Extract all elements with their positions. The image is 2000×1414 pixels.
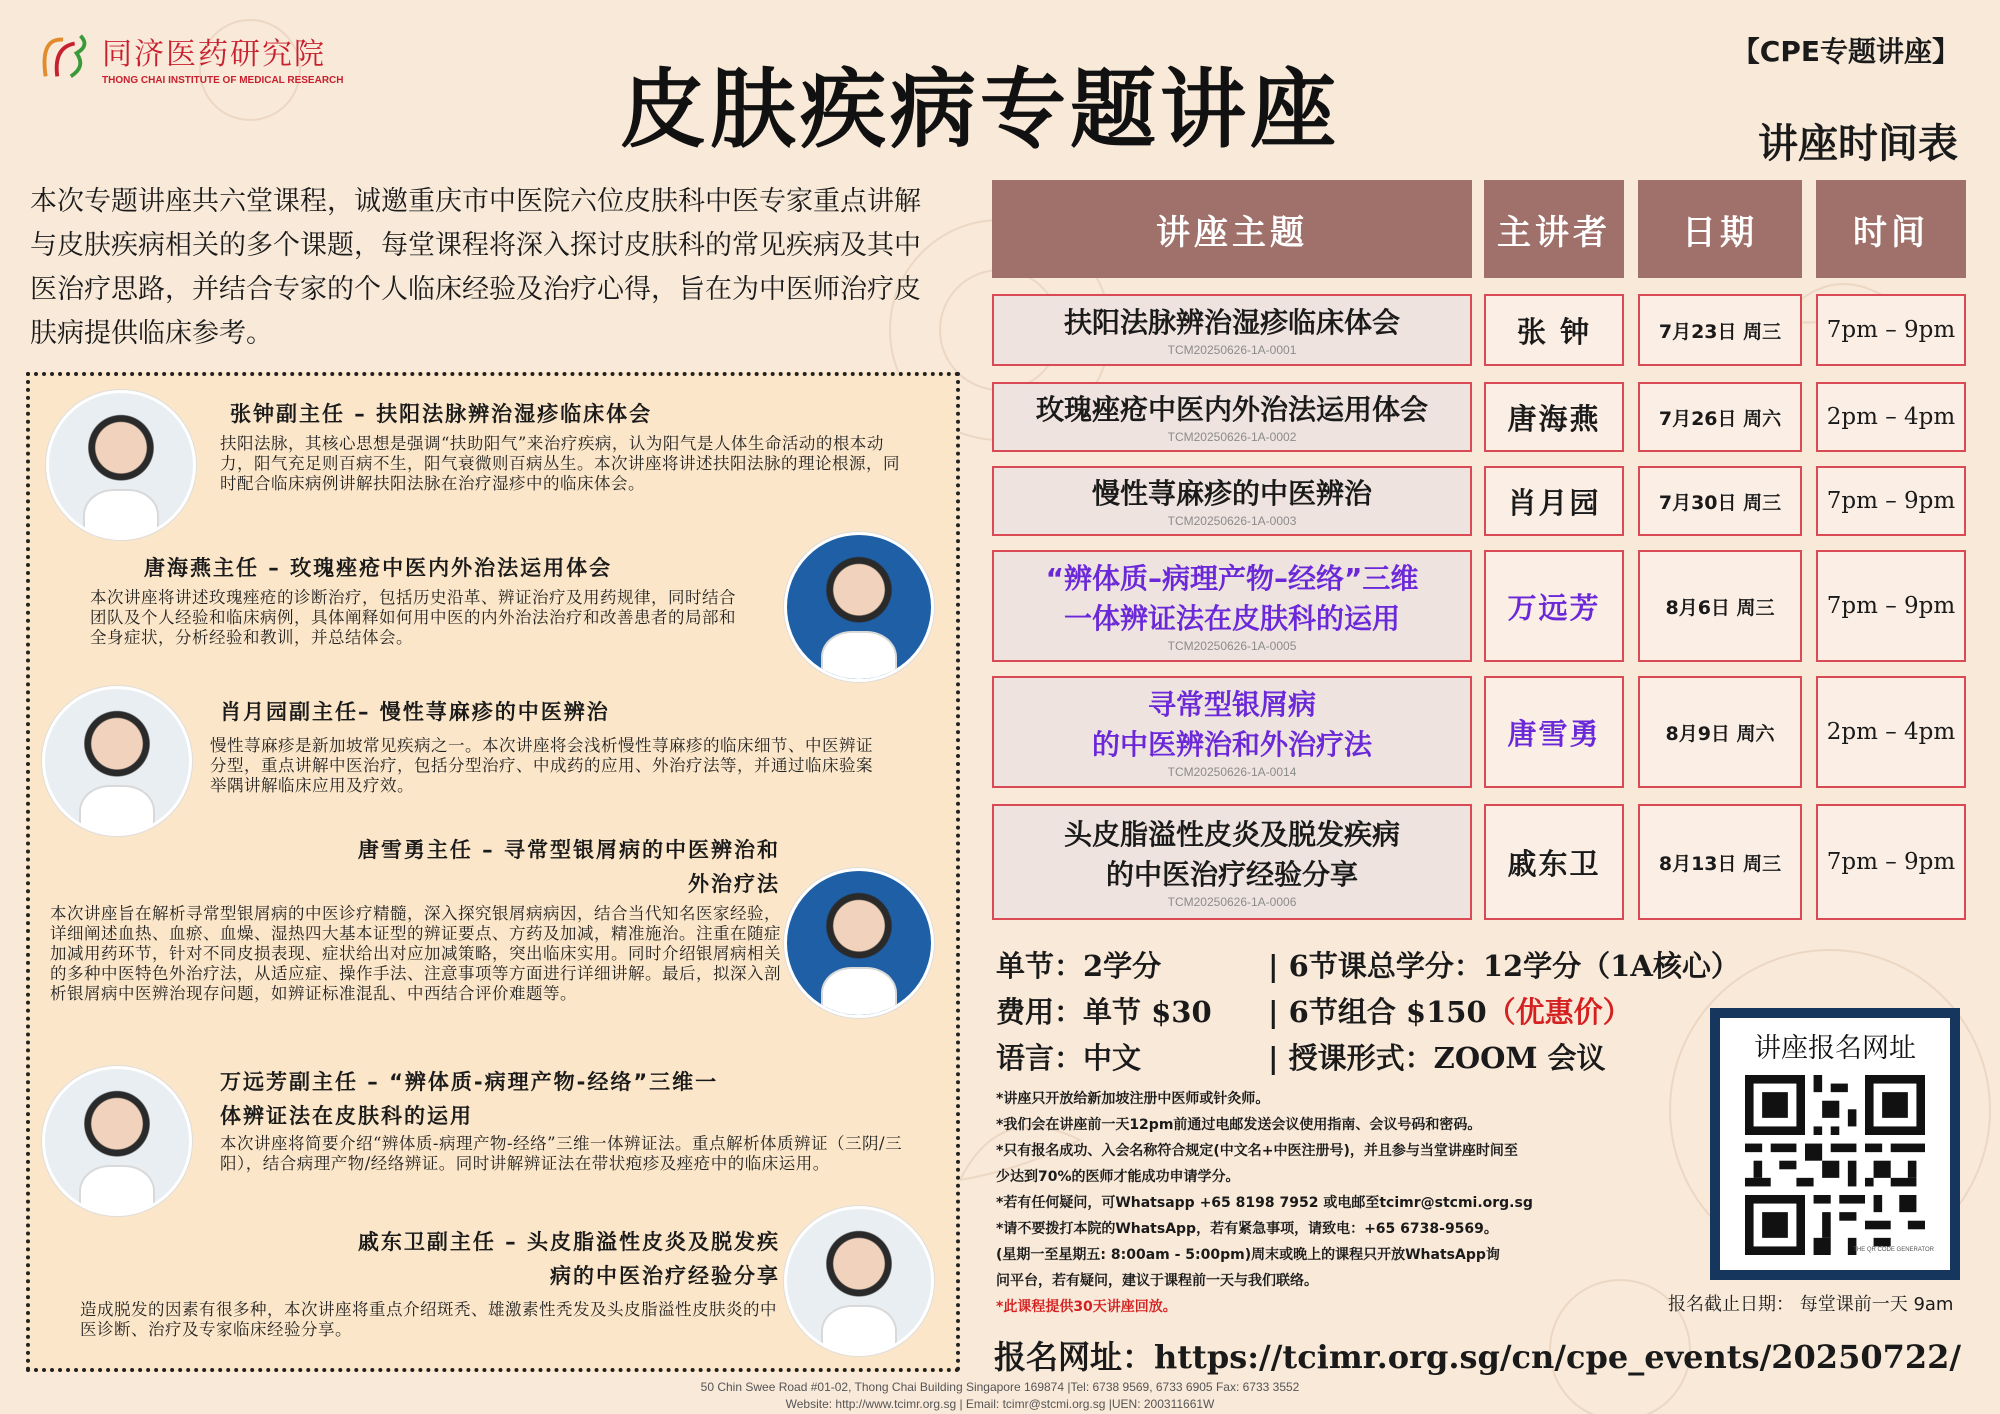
table-row-5-time	[1816, 676, 1966, 788]
speaker-name: 唐雪勇	[1507, 716, 1601, 751]
speaker-name: 万远芳副主任 – “辨体质-病理产物-经络”三维一	[220, 1070, 719, 1094]
intro-paragraph: 本次专题讲座共六堂课程，诚邀重庆市中医院六位皮肤科中医专家重点讲解与皮肤疾病相关的多个课题，每堂课程将深入探讨皮肤科的常见疾病及其中医治疗思路，并结合专家的个人临床经验及治疗心得，旨在为中医师治疗皮肤病提供临床参考。	[30, 186, 921, 349]
note-line: *讲座只开放给新加坡注册中医师或针灸师。	[996, 1091, 1270, 1107]
time: 2pm – 4pm	[1826, 719, 1956, 745]
speaker-desc: 造成脱发的因素有很多种，本次讲座将重点介绍斑秃、雄激素性秃发及头皮脂溢性皮肤炎的中医诊断、治疗及专家临床经验分享。	[80, 1300, 777, 1339]
footer-address: 50 Chin Swee Road #01-02, Thong Chai Building Singapore 169874 |Tel: 6738 9569, 6733 6905 Fax: 6733 3552	[700, 1380, 1300, 1394]
speaker-desc: 本次讲座将简要介绍“辨体质-病理产物-经络”三维一体辨证法。重点解析体质辨证（三阴/三阳），结合病理产物/经络辨证。同时讲解辨证法在带状疱疹及痤疮中的临床运用。	[220, 1134, 903, 1173]
table-row-2-speaker	[1484, 382, 1624, 452]
speaker-name: 唐雪勇主任 – 寻常型银屑病的中医辨治和	[357, 838, 780, 862]
speaker-name-cont: 体辨证法在皮肤科的运用	[220, 1104, 473, 1128]
speaker-name: 戚东卫	[1507, 846, 1601, 881]
speaker-name: 唐海燕主任 – 玫瑰痤疮中医内外治法运用体会	[144, 556, 613, 580]
header-speaker: 主讲者	[1484, 180, 1624, 278]
table-row-6-time	[1816, 804, 1966, 920]
table-row-3-speaker	[1484, 466, 1624, 536]
avatar-zhang	[46, 390, 196, 540]
table-row-1-date	[1638, 294, 1802, 366]
header-date: 日期	[1638, 180, 1802, 278]
header-time: 时间	[1816, 180, 1966, 278]
table-row-6-date	[1638, 804, 1802, 920]
note-replay: *此课程提供30天讲座回放。	[996, 1299, 1177, 1315]
speaker-xiao	[210, 696, 920, 796]
logo-mark-icon	[36, 28, 94, 86]
speaker-desc: 慢性荨麻疹是新加坡常见疾病之一。本次讲座将会浅析慢性荨麻疹的临床细节、中医辨证分型，重点讲解中医治疗，包括分型治疗、中成药的应用、外治疗法等，并通过临床验案举隅讲解临床应用及疗效。	[210, 736, 873, 795]
table-row-1-time	[1816, 294, 1966, 366]
total-credit: | 6节课总学分：12学分（1A核心）	[1268, 949, 1740, 983]
table-row-2-date	[1638, 382, 1802, 452]
course-code: TCM20250626-1A-0005	[1167, 639, 1297, 653]
avatar-wan	[42, 1066, 192, 1216]
header-topic: 讲座主题	[992, 180, 1472, 278]
table-row-1-topic	[992, 294, 1472, 366]
topic-title: 扶阳法脉辨治湿疹临床体会	[1063, 306, 1400, 339]
speaker-name: 张钟副主任 – 扶阳法脉辨治湿疹临床体会	[230, 402, 653, 426]
date: 7月23日 周三	[1658, 320, 1782, 343]
note-line: 问平台，若有疑问，建议于课程前一天与我们联络。	[996, 1273, 1318, 1289]
time: 7pm – 9pm	[1826, 317, 1956, 343]
table-row-2-time	[1816, 382, 1966, 452]
course-code: TCM20250626-1A-0003	[1167, 514, 1297, 528]
date: 8月9日 周六	[1665, 722, 1775, 745]
speaker-qi	[80, 1226, 780, 1340]
time: 2pm – 4pm	[1826, 404, 1956, 430]
topic-title: 寻常型银屑病	[1147, 688, 1316, 721]
avatar-xiao	[42, 686, 192, 836]
note-line: *请不要拨打本院的WhatsApp，若有紧急事项，请致电：+65 6738-9569。	[996, 1221, 1498, 1237]
table-row-3-date	[1638, 466, 1802, 536]
logo-name-cn: 同济医药研究院	[102, 36, 326, 72]
registration-url[interactable]: 报名网址：https://tcimr.org.sg/cn/cpe_events/20250722/	[994, 1338, 1962, 1376]
table-row-4-date	[1638, 550, 1802, 662]
date: 7月30日 周三	[1658, 491, 1782, 514]
table-row-3-topic	[992, 466, 1472, 536]
table-row-4-speaker	[1484, 550, 1624, 662]
logo-name-en: THONG CHAI INSTITUTE OF MEDICAL RESEARCH	[102, 74, 344, 86]
topic-title: 玫瑰痤疮中医内外治法运用体会	[1035, 393, 1428, 426]
speaker-name: 张 钟	[1516, 314, 1592, 349]
topic-title-cont: 的中医治疗经验分享	[1105, 858, 1358, 891]
topic-title: “辨体质–病理产物–经络”三维	[1045, 562, 1419, 595]
qr-panel[interactable]	[1710, 1008, 1960, 1280]
table-row-6-topic	[992, 804, 1472, 920]
date: 8月6日 周三	[1665, 596, 1775, 619]
note-line: *只有报名成功、入会名称符合规定(中文名+中医注册号)，并且参与当堂讲座时间至	[996, 1143, 1518, 1159]
avatar-tang-haiyan	[784, 532, 934, 682]
avatar-qi	[784, 1206, 934, 1356]
topic-title-cont: 的中医辨治和外治疗法	[1091, 728, 1372, 761]
time: 7pm – 9pm	[1826, 593, 1956, 619]
speaker-name: 唐海燕	[1507, 401, 1601, 436]
speaker-panel	[26, 372, 960, 1372]
speaker-tang-haiyan	[90, 552, 780, 648]
qr-title: 讲座报名网址	[1754, 1033, 1916, 1064]
bundle-fee	[1268, 990, 1632, 1031]
schedule-title: 讲座时间表	[1758, 121, 1958, 167]
table-row-4-time	[1816, 550, 1966, 662]
avatar-tang-xueyong	[784, 868, 934, 1018]
unit-credit: 单节：2学分	[996, 949, 1162, 983]
course-code: TCM20250626-1A-0014	[1167, 765, 1297, 779]
date: 7月26日 周六	[1658, 407, 1782, 430]
cpe-tag: 【CPE专题讲座】	[1731, 35, 1960, 68]
course-code: TCM20250626-1A-0006	[1167, 895, 1297, 909]
time: 7pm – 9pm	[1826, 849, 1956, 875]
table-row-5-topic	[992, 676, 1472, 788]
table-row-2-topic	[992, 382, 1472, 452]
qr-caption: THE QR CODE GENERATOR	[1853, 1247, 1934, 1253]
format: | 授课形式：ZOOM 会议	[1268, 1041, 1606, 1075]
registration-deadline: 报名截止日期： 每堂课前一天 9am	[1668, 1294, 1954, 1315]
table-row-1-speaker	[1484, 294, 1624, 366]
time: 7pm – 9pm	[1826, 488, 1956, 514]
speaker-name: 万远芳	[1507, 590, 1601, 625]
date: 8月13日 周三	[1658, 852, 1782, 875]
speaker-name: 肖月园	[1507, 485, 1601, 520]
speaker-name: 肖月园副主任– 慢性荨麻疹的中医辨治	[220, 700, 610, 724]
speaker-tang-xueyong	[50, 834, 780, 1004]
topic-title: 慢性荨麻疹的中医辨治	[1091, 477, 1372, 510]
bundle-fee-text: | 6节组合 $150	[1268, 995, 1487, 1029]
note-line: (星期一至星期五: 8:00am - 5:00pm)周末或晚上的课程只开放WhatsApp询	[996, 1247, 1500, 1263]
institute-logo	[36, 28, 343, 86]
speaker-zhang	[220, 398, 930, 494]
discount-label: （优惠价）	[1486, 995, 1632, 1029]
notes	[996, 1086, 1676, 1320]
speaker-name-cont: 病的中医治疗经验分享	[550, 1264, 780, 1288]
topic-title: 头皮脂溢性皮炎及脱发疾病	[1063, 818, 1400, 851]
table-row-6-speaker	[1484, 804, 1624, 920]
unit-fee: 费用：单节 $30	[996, 995, 1212, 1029]
speaker-wan	[220, 1066, 950, 1174]
page-title: 皮肤疾病专题讲座	[620, 60, 1340, 160]
speaker-desc: 扶阳法脉，其核心思想是强调“扶助阳气”来治疗疾病，认为阳气是人体生命活动的根本动力，阳气充足则百病不生，阳气衰微则百病丛生。本次讲座将讲述扶阳法脉的理论根源，同时配合临床病例讲解扶阳法脉在治疗湿疹中的临床体会。	[220, 434, 900, 493]
note-line: *若有任何疑问，可Whatsapp +65 8198 7952 或电邮至tcimr@stcmi.org.sg	[996, 1195, 1533, 1211]
speaker-desc: 本次讲座将讲述玫瑰痤疮的诊断治疗，包括历史沿革、辨证治疗及用药规律，同时结合团队及个人经验和临床病例，具体阐释如何用中医的内外治法治疗和改善患者的局部和全身症状，分析经验和教训，并总结体会。	[90, 588, 736, 647]
table-row-5-date	[1638, 676, 1802, 788]
course-code: TCM20250626-1A-0002	[1167, 430, 1297, 444]
topic-title-cont: 一体辨证法在皮肤科的运用	[1063, 602, 1400, 635]
language: 语言：中文	[996, 1041, 1142, 1075]
footer-contact: Website: http://www.tcimr.org.sg | Email: tcimr@stcmi.org.sg |UEN: 200311661W	[785, 1397, 1215, 1411]
table-row-5-speaker	[1484, 676, 1624, 788]
note-line: *我们会在讲座前一天12pm前通过电邮发送会议使用指南、会议号码和密码。	[996, 1117, 1482, 1133]
note-line: 少达到70%的医师才能成功申请学分。	[996, 1169, 1240, 1185]
speaker-name-cont: 外治疗法	[688, 872, 780, 896]
qr-code-icon[interactable]	[1745, 1075, 1925, 1255]
course-code: TCM20250626-1A-0001	[1167, 343, 1297, 357]
speaker-desc: 本次讲座旨在解析寻常型银屑病的中医诊疗精髓，深入探究银屑病病因，结合当代知名医家经验，详细阐述血热、血瘀、血燥、湿热四大基本证型的辨证要点、方药及加减，精准施治。注重在随症加减用药环节，针对不同皮损表现、症状给出对应加减策略，突出临床实用。同时介绍银屑病相关的多种中医特色外治疗法，从适应症、操作手法、注意事项等方面进行详细讲解。最后，拟深入剖析银屑病中医辨治现存问题，如辨证标准混乱、中西结合评价难题等。	[50, 904, 781, 1003]
table-row-4-topic	[992, 550, 1472, 662]
table-row-3-time	[1816, 466, 1966, 536]
speaker-name: 戚东卫副主任 – 头皮脂溢性皮炎及脱发疾	[357, 1230, 780, 1254]
